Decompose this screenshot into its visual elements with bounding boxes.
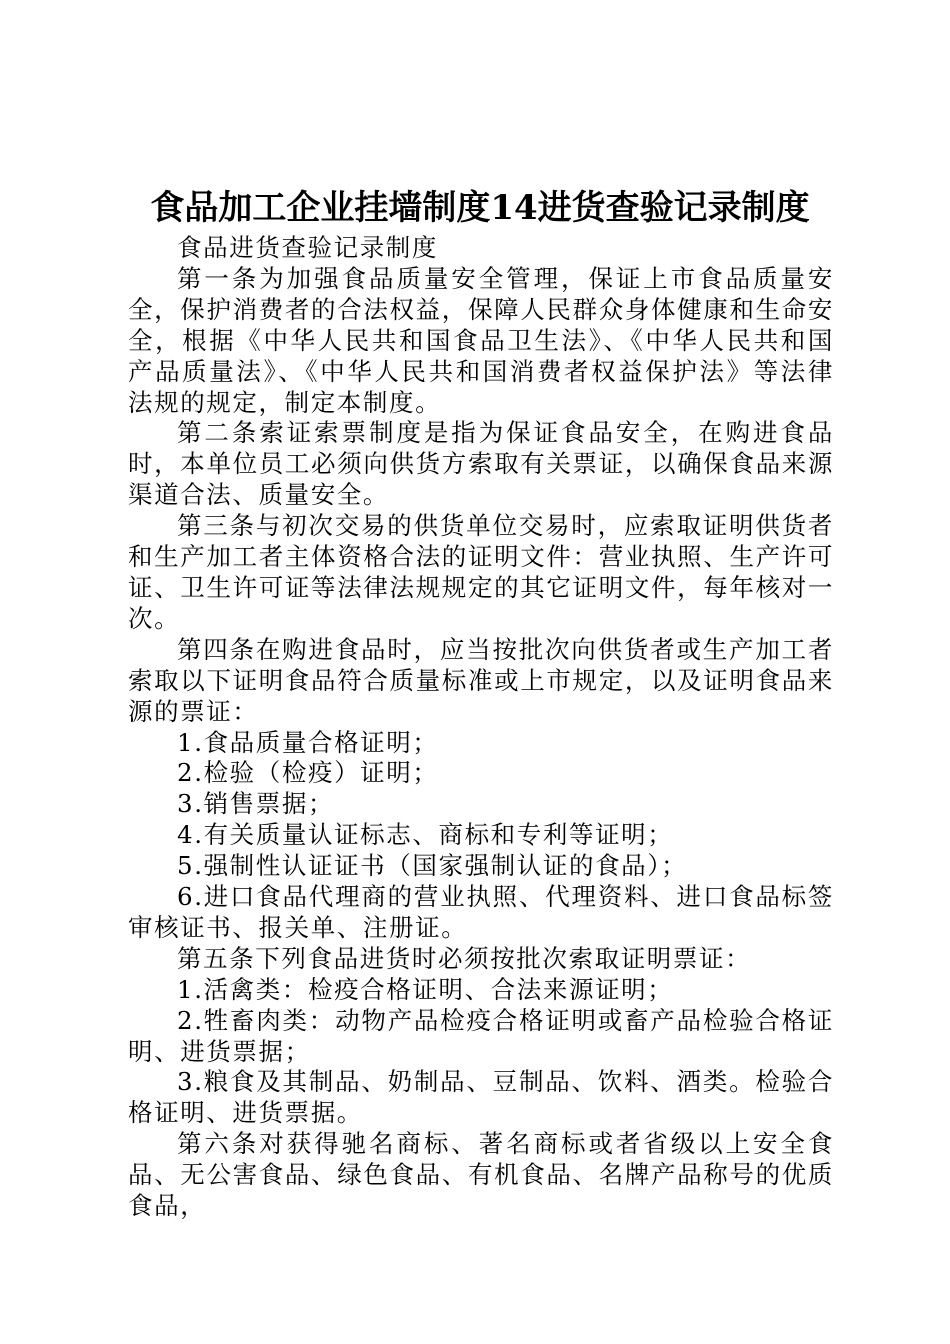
document-title: 食品加工企业挂墙制度14进货查验记录制度 [150, 188, 810, 228]
paragraph-article-4: 第四条在购进食品时，应当按批次向供货者或生产加工者索取以下证明食品符合质量标准或上市规定，以及证明食品来源的票证： [128, 634, 834, 726]
paragraph-subtitle: 食品进货查验记录制度 [177, 233, 438, 262]
paragraph-article-5: 第五条下列食品进货时必须按批次索取证明票证： [177, 943, 752, 973]
paragraph-article-1: 第一条为加强食品质量安全管理，保证上市食品质量安全，保护消费者的合法权益，保障人民群众身体健康和生命安全，根据《中华人民共和国食品卫生法》、《中华人民共和国产品质量法》、《中华人民共和国消费者权益保护法》等法律法规的规定，制定本制度。 [128, 263, 834, 417]
list-item: 5.强制性认证证书（国家强制认证的食品）； [177, 851, 688, 881]
list-item: 4.有关质量认证标志、商标和专利等证明； [177, 820, 674, 850]
list-item: 2.牲畜肉类：动物产品检疫合格证明或畜产品检验合格证明、进货票据； [128, 1005, 834, 1066]
paragraph-article-6: 第六条对获得驰名商标、著名商标或者省级以上安全食品、无公害食品、绿色食品、有机食品、名牌产品称号的优质食品， [128, 1129, 834, 1221]
paragraph-article-3: 第三条与初次交易的供货单位交易时，应索取证明供货者和生产加工者主体资格合法的证明文件：营业执照、生产许可证、卫生许可证等法律法规规定的其它证明文件，每年核对一次。 [128, 511, 834, 633]
list-item: 1.食品质量合格证明； [177, 727, 439, 757]
list-item: 6.进口食品代理商的营业执照、代理资料、进口食品标签审核证书、报关单、注册证。 [128, 882, 834, 942]
list-item: 1.活禽类：检疫合格证明、合法来源证明； [177, 974, 674, 1004]
list-item: 3.销售票据； [177, 789, 335, 819]
list-item: 2.检验（检疫）证明； [177, 758, 439, 788]
paragraph-article-2: 第二条索证索票制度是指为保证食品安全，在购进食品时，本单位员工必须向供货方索取有关票证，以确保食品来源渠道合法、质量安全。 [128, 418, 834, 510]
document-body [128, 233, 834, 1222]
list-item: 3.粮食及其制品、奶制品、豆制品、饮料、酒类。检验合格证明、进货票据。 [128, 1067, 834, 1128]
